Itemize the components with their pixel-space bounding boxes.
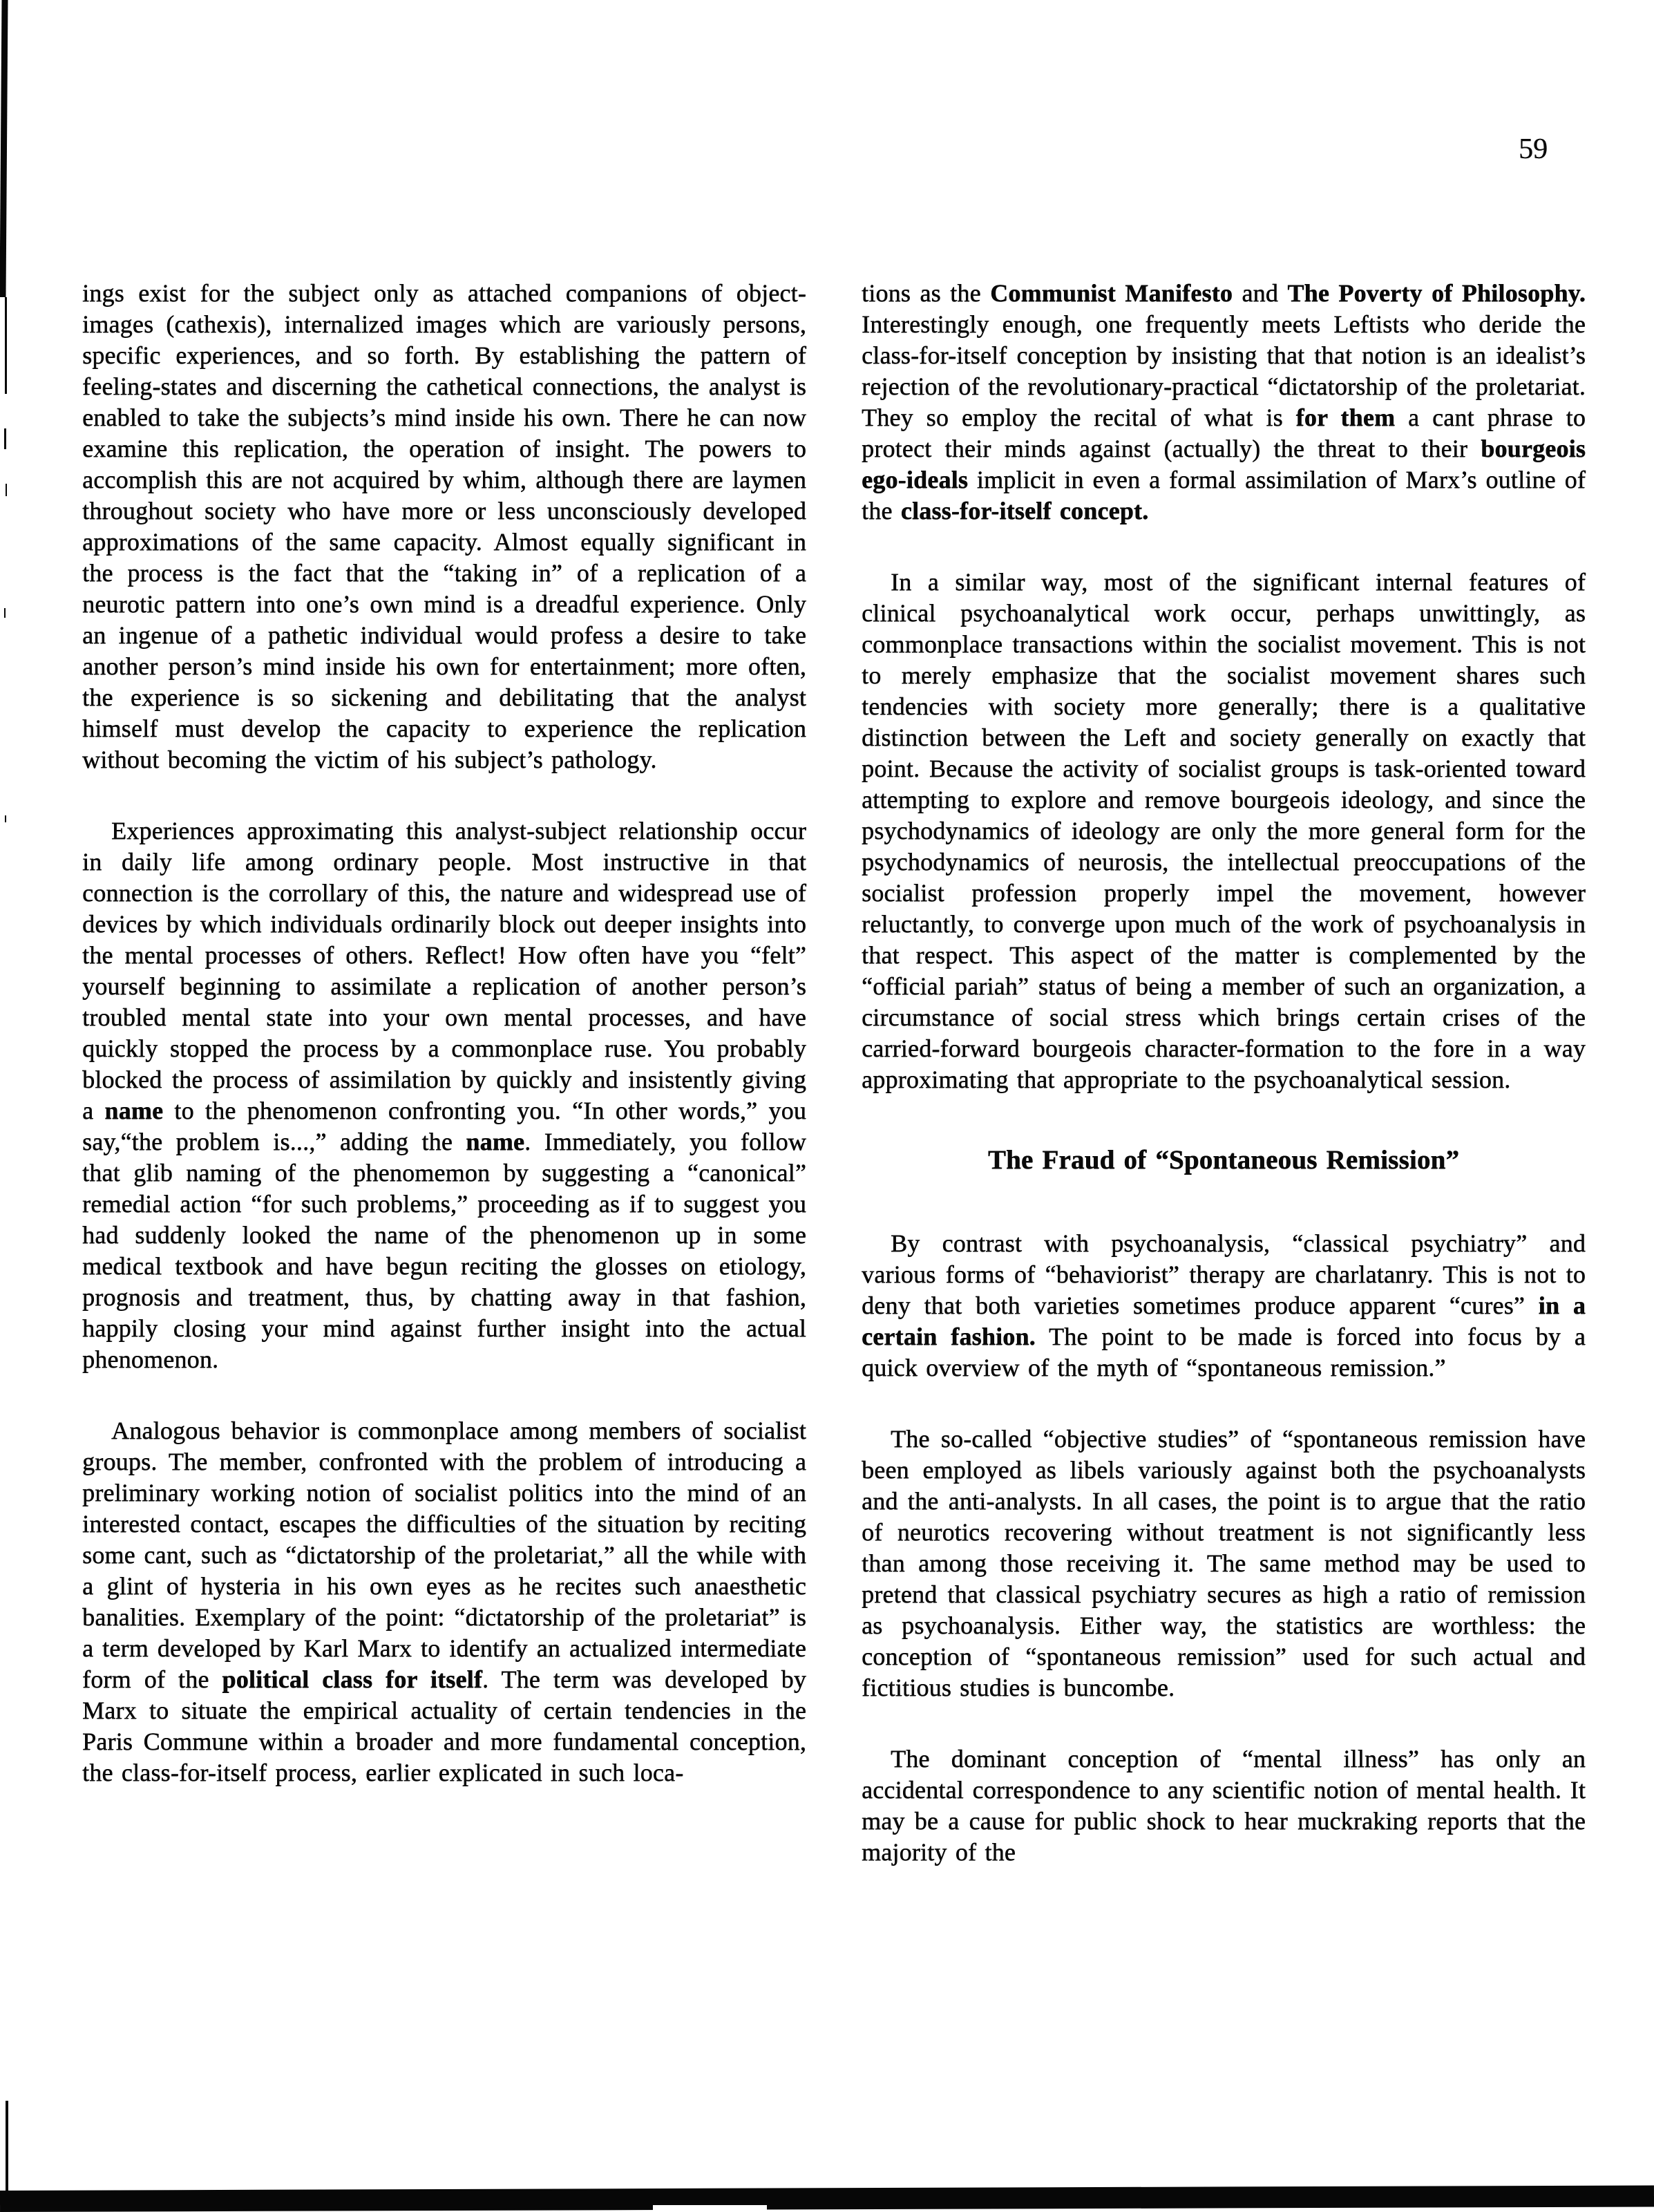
scan-artifact-left-dash [6,484,7,496]
body-text: By contrast with psychoanalysis, “classical psychiatry” and various forms of “behaviorist” therapy are charlatanry. This is not to deny that both varieties sometimes produce apparent “cures” [862,1229,1586,1319]
body-text: ings exist for the subject only as attached companions of object-images (cathexis), internalized images which are variously persons, specific experiences, and so forth. By establishing the pattern of feeling-states and discerning the cathetical connections, the analyst is enabled to take the subjects’s mind inside his own. There he can now examine this replication, the operation of insight. The powers to accomplish this are not acquired by whim, although there are laymen throughout society who have more or less unconsciously developed approximations of the same capacity. Almost equally significant in the process is the fact that the “taking in” of a replication of a neurotic pattern into one’s own mind is a dreadful experience. Only an ingenue of a pathetic individual would profess a desire to take another person’s mind inside his own for entertainment; more often, the experience is so sickening and debilitating that the analyst himself must develop the capacity to experience the replication without becoming the victim of his subject’s pathology. [82,279,806,773]
body-text: Analogous behavior is commonplace among members of socialist groups. The member, confronted with the problem of introducing a preliminary working notion of socialist politics into the mind of an interested contact, escapes the difficulties of the situation by reciting some cant, such as “dictatorship of the proletariat,” all the while with a glint of hysteria in his own eyes as he recites such anaesthetic banalities. Exemplary of the point: “dictatorship of the proletariat” is a term developed by Karl Marx to identify an actualized intermediate form of the [82,1417,806,1693]
scan-artifact-left-streak [5,297,7,394]
scan-artifact-left-dash [4,428,6,449]
bold-text: The Poverty of Philosophy. [1287,279,1586,307]
body-text: and [1233,279,1288,307]
body-text: . Immediately, you follow that glib naming of the phenomemon by suggesting a “canonical” remedial action “for such problems,” proceeding as if to suggest you had suddenly looked the name of the phenomenon up in some medical textbook and have begun reciting the glosses on etiology, prognosis and treatment, thus, by chatting away in that fashion, happily closing your mind against further insight into the actual phenomenon. [82,1128,806,1373]
body-text: The so-called “objective studies” of “spontaneous remission have been employed as libels variously against both the psychoanalysts and the anti-analysts. In all cases, the point is to argue that the ratio of neurotics recovering without treatment is not significantly less than among those receiving it. The same method may be used to pretend that classical psychiatry secures as high a ratio of remission as psychoanalysis. Either way, the statistics are worthless: the conception of “spontaneous remission” used for such actual and fictitious studies is buncombe. [862,1425,1586,1701]
body-text: tions as the [862,279,991,307]
paragraph [862,278,1586,527]
scan-artifact-left-streak [0,0,8,297]
bold-text: in a certain fashion. [862,1292,1586,1350]
paragraph [862,1743,1586,1868]
body-text: to the phenomenon confronting you. “In other words,” you say,“the problem is...,” adding the [82,1097,806,1155]
scan-artifact-bottom-notch [653,2205,767,2212]
right-column [862,278,1586,1908]
scan-artifact-bottom-bar [0,2185,1654,2212]
body-text: The dominant conception of “mental illness” has only an accidental correspondence to any scientific notion of mental health. It may be a cause for public shock to hear muckraking reports that the majority of the [862,1745,1586,1866]
paragraph [862,567,1586,1095]
body-text: Experiences approximating this analyst-subject relationship occur in daily life among ordinary people. Most instructive in that connection is the corrollary of this, the nature and widespread use of devices by which individuals ordinarily block out deeper insights into the mental processes of others. Reflect! How often have you “felt” yourself beginning to assimilate a replication of another person’s troubled mental state into your own mental processes, and have quickly stopped the process by a commonplace ruse. You probably blocked the process of assimilation by quickly and insistently giving a [82,817,806,1124]
bold-text: name [104,1097,164,1124]
bold-text: bourgeois ego-ideals [862,435,1586,493]
scan-artifact-left-streak [6,2101,8,2204]
bold-text: class-for-itself concept. [900,497,1149,524]
paragraph [862,1228,1586,1383]
section-heading: The Fraud of “Spontaneous Remission” [987,1145,1460,1175]
body-text: In a similar way, most of the significant internal features of clinical psychoanalytical work occur, perhaps unwittingly, as commonplace transactions within the socialist movement. This is not to merely emphasize that the socialist movement shares such tendencies with society more generally; there is a qualitative distinction between the Left and society generally on exactly that point. Because the activity of socialist groups is task-oriented toward attempting to explore and remove bourgeois ideology, and since the psychodynamics of ideology are only the more general form for the psychodynamics of neurosis, the intellectual preoccupations of the socialist profession properly impel the movement, however reluctantly, to converge upon much of the work of psychoanalysis in that respect. This aspect of the matter is complemented by the “official pariah” status of being a member of such an organization, a circumstance of social stress which brings certain crises of the carried-forward bourgeois character-formation to the fore in a way approximating that appropriate to the psychoanalytical session. [862,568,1586,1093]
bold-text: political class for itself [222,1665,482,1693]
paragraph [82,1415,806,1788]
scan-artifact-left-dash [4,608,6,618]
body-text: The point to be made is forced into focus by a quick overview of the myth of “spontaneous remission.” [862,1323,1586,1381]
paragraph [82,278,806,775]
body-text: Interestingly enough, one frequently meets Leftists who deride the class-for-itself conception by insisting that that notion is an idealist’s rejection of the revolutionary-practical “dictatorship of the proletariat. They so employ the recital of what is [862,310,1586,431]
body-text: implicit in even a formal assimilation of Marx’s outline of the [862,466,1586,524]
bold-text: Communist Manifesto [990,279,1233,307]
page-number: 59 [1519,133,1548,165]
body-text: . The term was developed by Marx to situate the empirical actuality of certain tendencies in the Paris Commune within a broader and more fundamental conception, the class-for-itself process, earlier explicated in such loca- [82,1665,806,1786]
bold-text: for them [1295,404,1396,431]
paragraph [862,1424,1586,1703]
left-column [82,278,806,1828]
paragraph [82,815,806,1375]
scan-artifact-left-dash [5,815,6,822]
bold-text: name [466,1128,525,1155]
body-text: a cant phrase to protect their minds against (actually) the threat to their [862,404,1586,462]
